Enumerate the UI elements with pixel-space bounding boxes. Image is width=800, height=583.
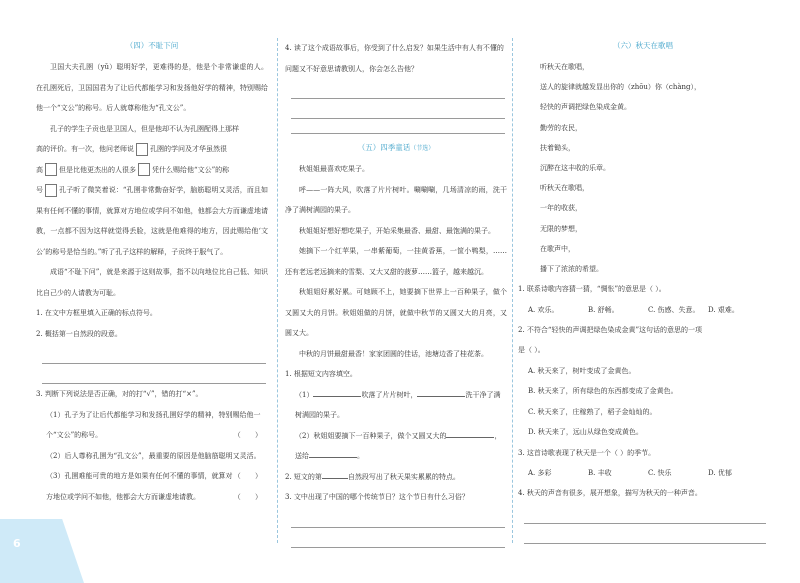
fill-text: 自然段写出了秋天果实累累的特点。	[347, 472, 460, 481]
passage-paragraph	[36, 139, 268, 160]
question-1: 1. 联系诗歌内容猜一猜，“惆怅”的意思是（ ）。	[518, 285, 666, 294]
poem-line: 沉醉在这丰收的乐章。	[540, 163, 610, 172]
fill-blank[interactable]	[309, 449, 357, 458]
question-3: 3. 判断下列说法是否正确，对的打“√”，错的打“×”。	[36, 390, 203, 398]
fill-text: ，送给	[295, 431, 502, 460]
column-right	[518, 38, 768, 544]
fill-blank[interactable]	[417, 388, 465, 397]
question-1: 1. 在文中方框里填入正确的标点符号。	[36, 309, 157, 317]
choice-option[interactable]: A. 秋天来了，树叶变成了金黄色。	[528, 366, 636, 375]
passage-paragraph: 成语“不耻下问”，就是来源于这则故事，指不以向地位比自己低、知识比自己少的人请教为可耻。	[36, 268, 268, 297]
poem-line: 播下了浓浓的希望。	[540, 264, 603, 273]
choice-option[interactable]: A. 欢乐。	[528, 305, 559, 314]
fill-text: 。	[357, 452, 364, 460]
passage-paragraph: 呼——一阵大风，吹落了片片树叶。唰唰唰，几场清凉的雨，洗干净了满树满园的果子。	[285, 185, 507, 214]
punctuation-box[interactable]	[138, 163, 150, 176]
answer-line[interactable]	[291, 528, 505, 548]
choice-option[interactable]: C. 伤感、失意。	[648, 305, 700, 314]
passage-paragraph: 秋姐姐好累好累。可她顾不上，她要摘下世界上一百种果子，做个又圆又大的月饼。秋姐姐做的月饼，就做中秋节的又圆又大的月亮，又圆又大。	[285, 288, 507, 337]
answer-line[interactable]	[42, 344, 266, 364]
column-divider	[277, 38, 278, 543]
answer-paren[interactable]: （ ）	[233, 492, 268, 501]
answer-line[interactable]	[524, 524, 766, 544]
answer-paren[interactable]: （ ）	[233, 431, 268, 439]
answer-line[interactable]	[291, 79, 505, 99]
question-4: 4. 读了这个成语故事后，你受到了什么启发？如果生活中有人有不懂的问题又不好意思请教别人，你会怎么告他？	[285, 44, 504, 73]
answer-line[interactable]	[42, 364, 266, 384]
choice-option[interactable]: D. 艰难。	[708, 305, 739, 314]
page-corner-tab	[0, 519, 84, 583]
choice-option[interactable]: D. 秋天来了，远山从绿色变成黄色。	[528, 428, 643, 437]
poem-line: 听秋天在歌唱，	[540, 184, 589, 193]
passage-paragraph: 她摘下一个红苹果，一串紫葡萄，一挂黄香蕉，一筐小鸭梨，……还有老远老远摘来的雪梨、又大又甜的菠萝……篮子，越来越沉。	[285, 247, 507, 276]
fill-text: （1）	[295, 390, 314, 399]
section-title-text: （五）四季童话	[357, 143, 411, 152]
section-title-4: （四）不耻下问	[125, 41, 179, 50]
question-3: 3. 文中出现了中国的哪个传统节日？这个节日有什么习俗？	[285, 493, 469, 501]
question-1: 1. 根据短文内容填空。	[285, 370, 357, 378]
section-title-5	[285, 142, 507, 153]
question-2: 2. 概括第一自然段的段意。	[36, 329, 122, 338]
question-4: 4. 秋天的声音有很多，展开想象，描写为秋天的一种声音。	[518, 489, 702, 498]
poem-line: 扶着锄头，	[540, 143, 575, 152]
page-number: 6	[13, 537, 21, 550]
passage-paragraph	[36, 160, 268, 181]
section-subtitle: （节选）	[410, 145, 435, 152]
column-divider	[512, 38, 513, 543]
poem-line: 无限的梦想，	[540, 224, 582, 233]
passage-paragraph: 卫国大夫孔圉（yǔ）聪明好学，更难得的是，他是个非常谦虚的人。在孔圉死后，卫国国君为了让后代都能学习和发扬他好学的精神，特别赐给他一个“文公”的称号。后人就尊称他为“孔文公”。	[36, 63, 268, 112]
fill-text: 2. 短文的第	[285, 472, 322, 481]
judgement-item	[36, 446, 268, 480]
answer-line[interactable]	[524, 504, 766, 524]
answer-line[interactable]	[291, 99, 505, 119]
passage-paragraph	[36, 119, 268, 140]
choice-options	[518, 463, 768, 483]
passage-paragraph: 秋姐姐最喜欢吃果子。	[299, 165, 369, 173]
poem-line: 在歌声中，	[540, 244, 575, 253]
judgement-text: （2）后人尊称孔圉为“孔文公”，最重要的原因是他脑筋聪明又灵活。	[46, 451, 261, 460]
passage-text: 凭什么赐给他“文公”的称	[152, 165, 230, 174]
fill-text: （2）秋姐姐要摘下一百种果子，做个又圆又大的	[295, 431, 447, 440]
poem-line: 勤劳的农民，	[540, 123, 582, 132]
fill-item	[285, 385, 507, 426]
question-2	[285, 467, 507, 488]
punctuation-box[interactable]	[136, 143, 148, 156]
question-2: 2. 不符合“轻快的声调把绿色染成金黄”这句话的意思的一项	[518, 325, 703, 334]
answer-line[interactable]	[291, 508, 505, 528]
passage-paragraph	[36, 180, 268, 262]
punctuation-box[interactable]	[45, 163, 57, 176]
passage-text: 高	[36, 165, 43, 174]
answer-paren[interactable]: （ ）	[233, 472, 268, 480]
passage-text: 号	[36, 186, 44, 194]
choice-option[interactable]: B. 秋天来了，所有绿色的东西都变成了金黄色。	[528, 387, 678, 396]
passage-text: 孔子听了微笑着说：“孔圉非常勤奋好学，脑筋聪明又灵活，而且如果有任何不懂的事情，就算对方地位或学问不如他，他都会大方而谦虚地请教，一点都不因为这样就觉得丢脸，这就是他难得的地方，因此赐给他‘文公’的称号是恰当的。”听了孔子这样的解释，子贡终于服气了。	[36, 186, 268, 256]
poem-line: 听秋天在歌唱，	[540, 63, 589, 71]
choice-option[interactable]: D. 优郁	[708, 469, 732, 478]
question-2-cont: 是（ ）。	[518, 346, 545, 355]
fill-text: 吹落了片片树叶，	[361, 390, 418, 399]
choice-option[interactable]: B. 丰收	[588, 469, 612, 478]
choice-option[interactable]: C. 快乐	[648, 469, 672, 478]
passage-text: 孔子的学生子贡也是卫国人，但是他却不认为孔圉配得上那样	[50, 124, 239, 133]
passage-text: 孔圉的学问及才华虽然很	[150, 145, 227, 153]
poem	[518, 57, 768, 279]
answer-line[interactable]	[291, 119, 505, 134]
section-title-6: （六）秋天在歌唱	[613, 41, 673, 50]
fill-blank[interactable]	[313, 388, 361, 397]
poem-line: 轻快的声调把绿色染成金黄。	[540, 103, 631, 112]
passage-paragraph: 秋姐姐好想好想吃果子，开始采集最香、最甜、最饱满的果子。	[299, 226, 495, 235]
judgement-item	[36, 405, 268, 446]
judgement-text: （3）孔圉难能可贵的地方是如果有任何不懂的事情，就算对方地位或学问不如他，他都会大方而谦虚地请教。	[46, 472, 233, 501]
column-middle	[285, 38, 507, 548]
choice-option[interactable]: B. 舒畅。	[588, 305, 619, 314]
fill-blank[interactable]	[446, 429, 494, 438]
judgement-text: （1）孔子为了让后代都能学习和发扬孔圉好学的精神，特别赐给他一个“文公”的称号。	[46, 410, 261, 439]
passage-text: 但是比他更杰出的人很多	[59, 165, 136, 174]
fill-item	[285, 426, 507, 467]
punctuation-box[interactable]	[45, 184, 57, 197]
choice-options	[518, 300, 768, 320]
column-left	[36, 38, 268, 507]
choice-option[interactable]: A. 多彩	[528, 469, 552, 478]
passage-text: 高的评价。有一次，他问老师说	[36, 145, 134, 153]
choice-option[interactable]: C. 秋天来了，庄稼熟了，稻子金灿灿的。	[528, 407, 657, 416]
question-3: 3. 这首诗歌表现了秋天是一个（ ）的季节。	[518, 448, 656, 457]
passage-paragraph: 中秋的月饼最甜最香！家家团圆的佳话，池塘边香了桂花茶。	[299, 349, 488, 358]
poem-line: 一年的收获，	[540, 204, 582, 213]
poem-line: 送人的旋律就越发显出你的（zhōu）你（chàng），	[540, 83, 702, 92]
fill-text: 洗干净了满树满园的果子。	[295, 390, 501, 419]
fill-blank[interactable]	[322, 470, 348, 479]
